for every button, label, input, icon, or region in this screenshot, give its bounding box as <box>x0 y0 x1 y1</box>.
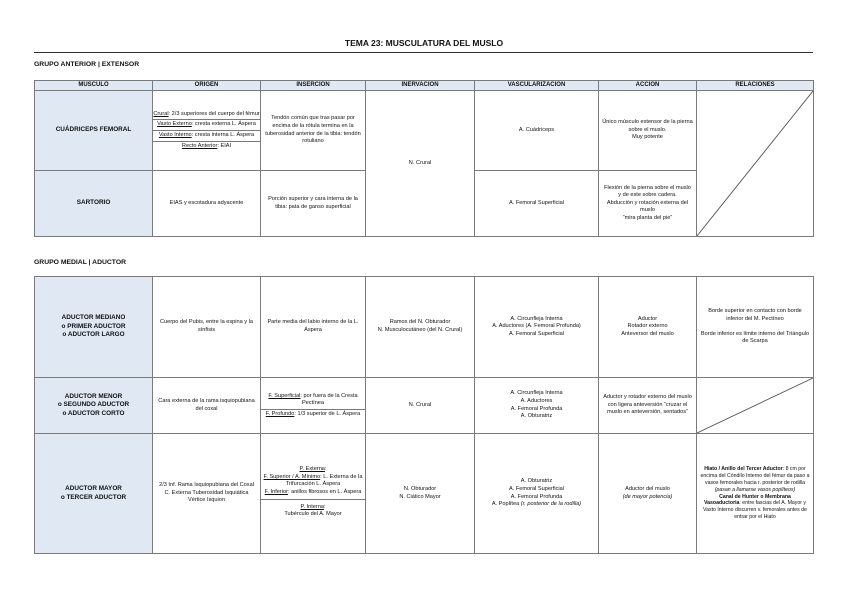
insertion-cuadriceps: Tendón común que tras pasar por encima de la rótula termina en la tuberosidad anterior de la tibia: tendón rotuliano <box>261 91 366 171</box>
section-heading-medial: GRUPO MEDIAL | ADUCTOR <box>34 259 127 266</box>
col-header-relaciones: RELACIONES <box>697 81 814 91</box>
action-aductor-mayor: Aductor del muslo (de mayor potencia) <box>599 434 697 554</box>
section-heading-anterior: GRUPO ANTERIOR | EXTENSOR <box>34 61 140 68</box>
title-rule <box>34 52 813 53</box>
origin-aductor-mediano: Cuerpo del Pubis, entre la espina y la sínfisis <box>153 277 261 378</box>
vasc-sartorio: A. Femoral Superficial <box>475 171 599 237</box>
muscle-name-aductor-mediano: ADUCTOR MEDIANO o PRIMER ADUCTOR o ADUCTOR LARGO <box>35 277 153 378</box>
vasc-cuadriceps: A. Cuádriceps <box>475 91 599 171</box>
diagonal-strike <box>697 378 813 433</box>
action-aductor-menor: Aductor y rotador externo del muslo con ligera anteversión “cruzar el muslo en anteversión, sentados” <box>599 378 697 434</box>
relations-empty-aductor-menor <box>697 378 814 434</box>
nerve-anterior: N. Crural <box>366 91 475 237</box>
insertion-aductor-menor <box>261 378 366 434</box>
table-row-aductor-mayor <box>35 434 814 554</box>
medial-table <box>34 276 814 554</box>
origin-aductor-menor: Cara externa de la rama isquiopubiana del coxal <box>153 378 261 434</box>
col-header-accion: ACCIÓN <box>599 81 697 91</box>
insertion-aductor-mayor <box>261 434 366 554</box>
action-sartorio: Flexión de la pierna sobre el muslo y de este sobre cadera. Abducción y rotación externa del muslo “mira planta del pie” <box>599 171 697 237</box>
relations-aductor-mayor: Hiato / Anillo del Tercer Aductor: 8 cm por encima del Cóndilo Interno del fémur da paso a vasos femorales hacia r. posterior de rodilla (pasan a llamarse vasos poplíteos) Canal de Hunter o Membrana Vasoaductoria: entre fascias del A. Mayor y Vasto Interno discurren v. femorales antes de entrar por el Hiato <box>697 434 814 554</box>
origin-item: Vasto Interno: cresta interna L. Áspera <box>153 131 260 142</box>
origin-cuadriceps <box>153 91 261 171</box>
nerve-aductor-mediano: Ramos del N. Obturador N. Musculocutáneo (del N. Crural) <box>366 277 475 378</box>
table-header-row <box>35 81 814 91</box>
col-header-inervacion: INERVACIÓN <box>366 81 475 91</box>
origin-aductor-mayor: 2/3 Inf. Rama Isquiopubiana del Coxal C. Externa Tuberosidad Isquiática Vértice Isquion <box>153 434 261 554</box>
insertion-item: F. Superficial: por fuera de la Cresta Pectínea <box>261 392 365 410</box>
action-cuadriceps: Único músculo extensor de la pierna sobre el muslo. Muy potente <box>599 91 697 171</box>
col-header-musculo: MÚSCULO <box>35 81 153 91</box>
origin-sartorio: EIAS y escotadura adyacente <box>153 171 261 237</box>
muscle-name-aductor-mayor: ADUCTOR MAYOR o TERCER ADUCTOR <box>35 434 153 554</box>
muscle-name-aductor-menor: ADUCTOR MENOR o SEGUNDO ADUCTOR o ADUCTOR CORTO <box>35 378 153 434</box>
insertion-aductor-mediano: Parte media del labio interno de la L. Áspera <box>261 277 366 378</box>
vasc-aductor-mayor: A. Obturatriz A. Femoral Superficial A. Femoral Profunda A. Poplítea (r. posterior de la rodilla) <box>475 434 599 554</box>
col-header-insercion: INSERCIÓN <box>261 81 366 91</box>
relations-aductor-mediano: Borde superior en contacto con borde inferior del M. Pectíneo Borde inferior es límite interno del Triángulo de Scarpa <box>697 277 814 378</box>
muscle-name-sartorio: SARTORIO <box>35 171 153 237</box>
vasc-aductor-menor: A. Circunfleja Interna A. Aductores A. Femoral Profunda A. Obturatriz <box>475 378 599 434</box>
action-aductor-mediano: Aductor Rotador externo Anteversor del muslo <box>599 277 697 378</box>
table-row-cuadriceps <box>35 91 814 171</box>
table-row-aductor-menor <box>35 378 814 434</box>
insertion-sartorio: Porción superior y cara interna de la tibia: pata de ganso superficial <box>261 171 366 237</box>
anterior-table <box>34 80 814 237</box>
col-header-origen: ORIGEN <box>153 81 261 91</box>
col-header-vascularizacion: VASCULARIZACIÓN <box>475 81 599 91</box>
vasc-aductor-mediano: A. Circunfleja Interna A. Aductores (A. Femoral Profunda) A. Femoral Superficial <box>475 277 599 378</box>
diagonal-strike <box>697 91 813 236</box>
origin-item: Vasto Externo: cresta externa L. Áspera <box>153 120 260 131</box>
nerve-aductor-menor: N. Crural <box>366 378 475 434</box>
nerve-aductor-mayor: N. Obturador N. Ciático Mayor <box>366 434 475 554</box>
insertion-porcion-interna: P. Interna: Tubérculo del A. Mayor <box>284 503 342 518</box>
muscle-name-cuadriceps: CUÁDRICEPS FEMORAL <box>35 91 153 171</box>
relations-empty-anterior <box>697 91 814 237</box>
insertion-item: F. Profundo: 1/3 superior de L. Áspera <box>265 410 361 417</box>
origin-item: Crural: 2/3 superiores del cuerpo del fémur <box>153 110 260 121</box>
origin-item: Recto Anterior: EIAI <box>181 142 232 149</box>
table-row-aductor-mediano <box>35 277 814 378</box>
page-title: TEMA 23: MUSCULATURA DEL MUSLO <box>344 38 504 48</box>
insertion-porcion-externa: P. Externa: F. Superior / A. Mínimo: L. Externa de la Trifurcación L. Áspera F. Inferior: anillos fibrosos en L. Áspera <box>261 464 365 499</box>
